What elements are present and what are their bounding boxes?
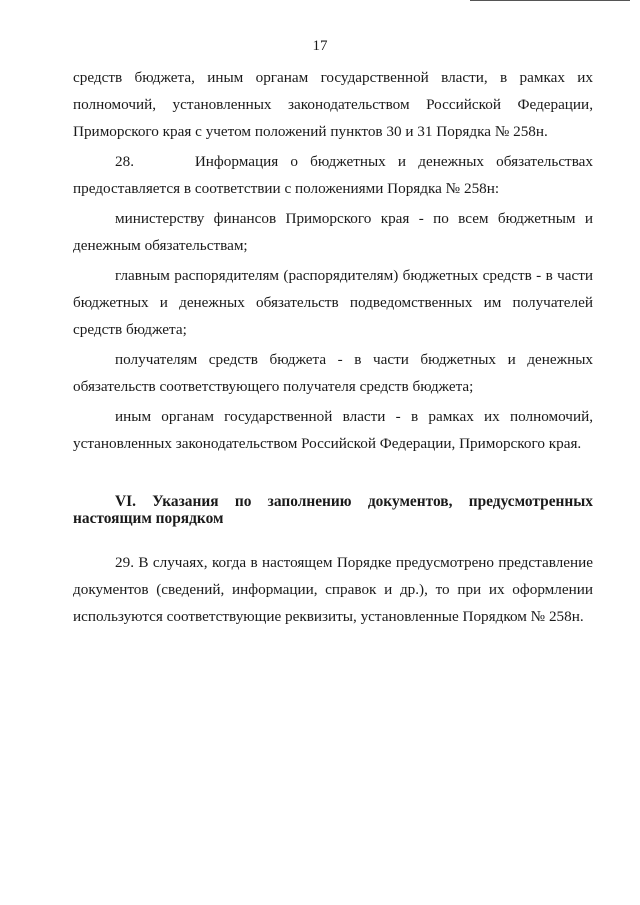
document-body: [73, 64, 593, 630]
paragraph-main-managers: главным распорядителям (распорядителям) бюджетных средств - в части бюджетных и денежных обязательств подведомственных им получателей средств бюджета;: [73, 267, 593, 338]
paragraph-other-bodies: иным органам государственной власти - в рамках их полномочий, установленных законодательством Российской Федерации, Приморского края.: [73, 408, 593, 452]
paragraph-budget-funds: средств бюджета, иным органам государственной власти, в рамках их полномочий, установленных законодательством Российской Федерации, Приморского края с учетом положений пунктов 30 и 31 Порядка № 258н.: [73, 69, 593, 140]
paragraph-28: 28. Информация о бюджетных и денежных обязательствах предоставляется в соответствии с положениями Порядка № 258н:: [73, 153, 593, 197]
paragraph-29: 29. В случаях, когда в настоящем Порядке предусмотрено представление документов (сведений, информации, справок и др.), то при их оформлении используются соответствующие реквизиты, установленные Порядком № 258н.: [73, 554, 593, 625]
paragraph-finance-ministry: министерству финансов Приморского края - по всем бюджетным и денежным обязательствам;: [73, 210, 593, 254]
section-heading: VI. Указания по заполнению документов, предусмотренных настоящим порядком: [73, 493, 593, 527]
page-number: 17: [312, 38, 328, 54]
paragraph-recipients: получателям средств бюджета - в части бюджетных и денежных обязательств соответствующего получателя средств бюджета;: [73, 351, 593, 395]
top-rule: [470, 0, 630, 1]
